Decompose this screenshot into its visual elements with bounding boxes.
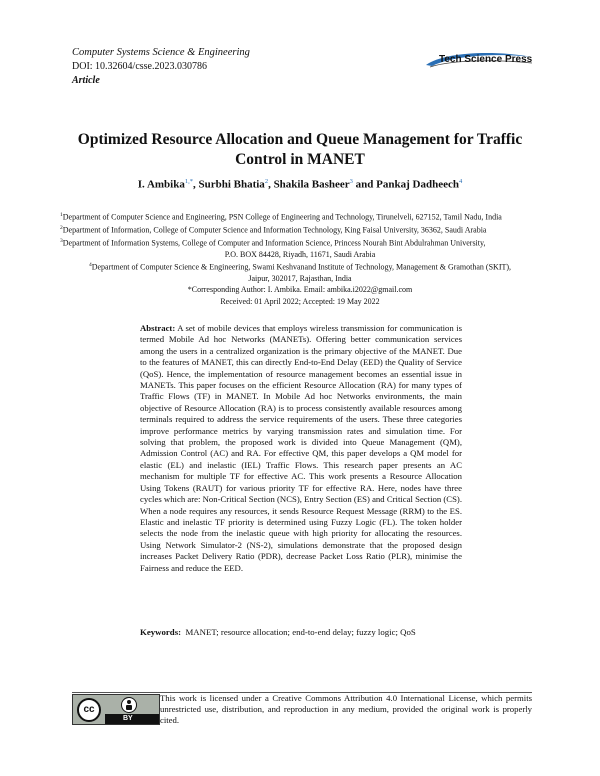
affiliation-2 — [60, 223, 540, 236]
affiliation-text: Department of Information Systems, College of Computer and Information Science, Princess Nourah Bint Abdulrahman University, — [62, 238, 486, 248]
author-name: Shakila Basheer — [273, 178, 350, 191]
keywords-text: MANET; resource allocation; end-to-end delay; fuzzy logic; QoS — [185, 627, 416, 637]
affiliation-4-cont: Jaipur, 302017, Rajasthan, India — [248, 274, 352, 284]
cc-icon: cc — [77, 698, 101, 722]
journal-name: Computer Systems Science & Engineering — [72, 47, 250, 58]
affiliation-3-cont: P.O. BOX 84428, Riyadh, 11671, Saudi Arabia — [224, 249, 376, 259]
abstract-text: A set of mobile devices that employs wireless transmission for communication is termed Mobile Ad hoc Networks (MANETs). Offering better communication services among the users in a centralized organization is the primary objective of the MANET. Due to the features of MANET, this can directly End-to-End Delay (EED) the Quality of Service (QoS). Hence, the implementation of resource management becomes an essential issue in MANETs. This paper focuses on the efficient Resource Allocation (RA) for many types of Traffic Flows (TF) in MANET. In Mobile Ad hoc Networks environments, the main objective of Resource Allocation (RA) is to process consistently available resources among terminals required to address the service requirements of the users. These three categories improve performance metrics by varying transmission rates and simulation time. For solving that problem, the proposed work is divided into Queue Management (QM), Admission Control (AC) and RA. For effective QM, this paper develops a QM model for elastic (EL) and inelastic (IEL) Traffic Flows. This research paper presents an AC mechanism for multiple TF for effective AC. This work presents a Resource Allocation Using Tokens (RAUT) for various priority TF for effective RA. Here, nodes have three cycles which are: Non-Critical Section (NCS), Entry Section (ES) and Critical Section (CS). When a node requires any resources, it sends Resource Request Message (RRM) to the ES. Elastic and inelastic TF priority is determined using Fuzzy Logic (FL). The token holder selects the node from the inelastic queue with high priority for allocating the resources. Using Network Simulator-2 (NS-2), simulations demonstrate that the proposed design increases Packet Delivery Ratio (PDR), decrease Packet Loss Ratio (PLR), minimise the Fairness and reduce the EED. — [140, 323, 462, 573]
author-name: Pankaj Dadheech — [376, 178, 459, 191]
doi[interactable]: DOI: 10.32604/csse.2023.030786 — [72, 61, 207, 72]
paper-title: Optimized Resource Allocation and Queue Management for Traffic Control in MANET — [77, 131, 523, 168]
keywords-label: Keywords: — [140, 627, 182, 637]
affiliation-1 — [60, 210, 540, 223]
author-affiliation-mark[interactable]: 4 — [458, 178, 463, 185]
affiliation-number: 3 — [60, 237, 63, 244]
affiliation-number: 4 — [88, 262, 92, 269]
article-type: Article — [72, 75, 100, 86]
publisher-logo-text: Tech Science Press — [439, 54, 533, 65]
abstract-label: Abstract: — [140, 323, 176, 333]
author-name: Surbhi Bhatia — [198, 178, 265, 191]
by-label: BY — [123, 715, 133, 722]
author-affiliation-mark[interactable]: 3 — [349, 178, 353, 185]
author-separator: , — [268, 178, 274, 191]
affiliation-number: 1 — [60, 212, 63, 218]
abstract — [140, 323, 462, 574]
attribution-icon — [121, 697, 137, 713]
publisher-logo — [424, 51, 534, 69]
corresponding-author: *Corresponding Author: I. Ambika. Email: ambika.i2022@gmail.com — [187, 285, 413, 295]
cc-by-badge[interactable] — [72, 694, 160, 725]
affiliation-text: Department of Information, College of Computer Science and Information Technology, King Faisal University, 36362, Saudi Arabia — [62, 225, 487, 235]
received-accepted-dates: Received: 01 April 2022; Accepted: 19 May 2022 — [220, 296, 380, 306]
author-separator: and — [352, 178, 377, 191]
keywords — [140, 627, 470, 637]
affiliation-text: Department of Computer Science & Engineering, Swami Keshvanand Institute of Technology, Management & Gramothan (SKIT), — [91, 262, 512, 272]
author-separator: , — [192, 178, 199, 191]
author-name: I. Ambika — [137, 178, 185, 191]
affiliation-number: 2 — [60, 224, 63, 231]
affiliation-3 — [60, 236, 540, 249]
affiliation-4 — [60, 260, 540, 273]
affiliation-text: Department of Computer Science and Engineering, PSN College of Engineering and Technology, Tirunelveli, 627152, Tamil Nadu, India — [62, 212, 502, 222]
author-affiliation-mark[interactable]: 2 — [264, 178, 269, 185]
affiliations — [60, 210, 540, 307]
author-affiliation-mark[interactable]: 1,* — [184, 178, 193, 185]
license-text: This work is licensed under a Creative Commons Attribution 4.0 International License, which permits unrestricted use, distribution, and reproduction in any medium, provided the original work is properly cited. — [160, 693, 532, 725]
author-list — [60, 178, 540, 191]
